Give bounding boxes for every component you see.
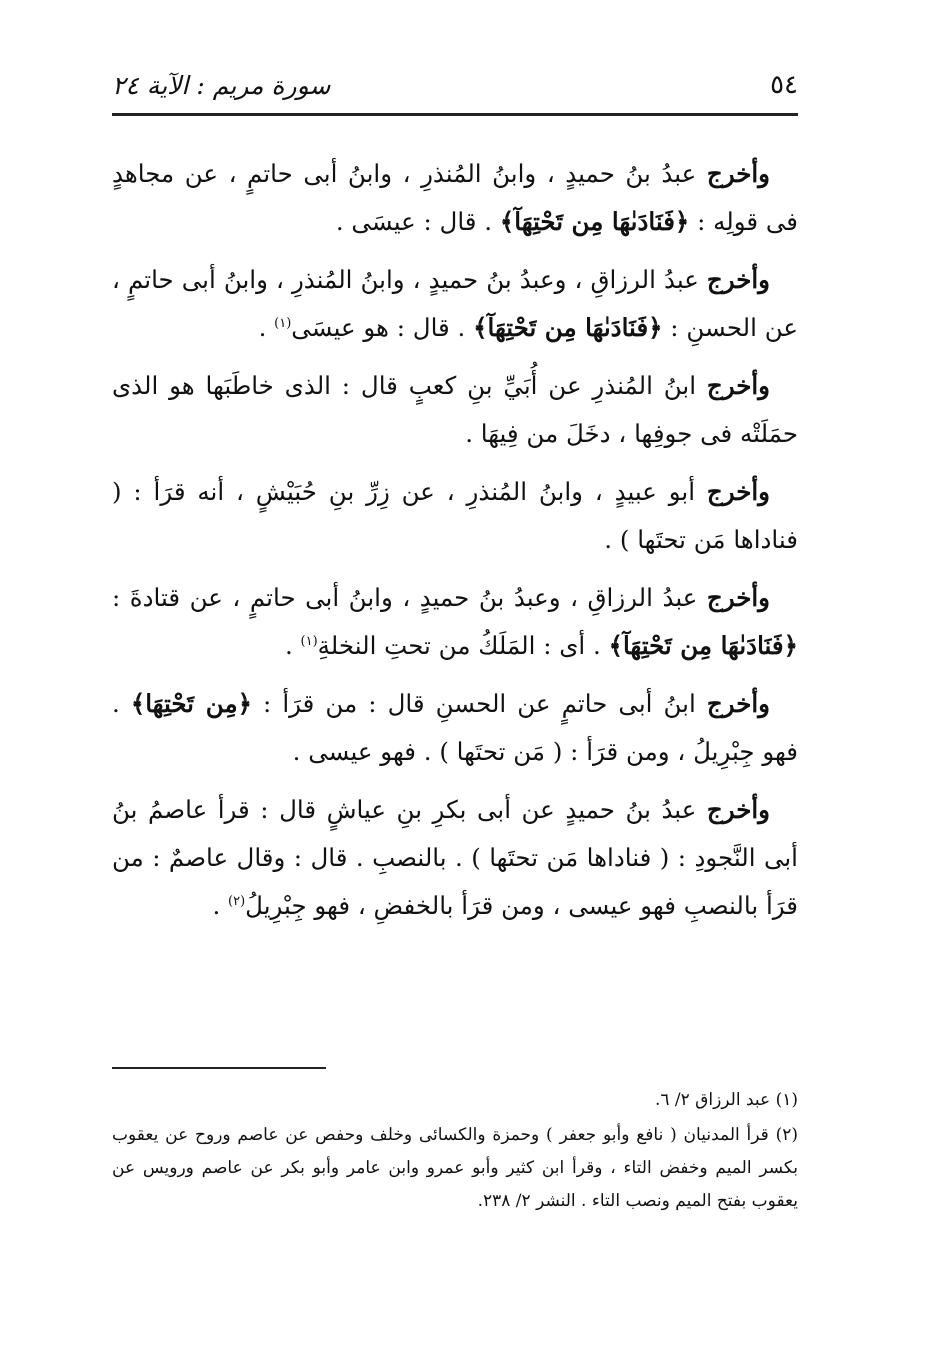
running-header [112,62,798,108]
paragraph-text: . فهو جِبْرِيلُ ، ومن قرَأ : ( مَن تحتَها ) . فهو عيسى . [112,689,798,766]
footnote-ref: (٢) [228,893,246,909]
paragraph-text: . قال : عيسَى . [335,207,500,236]
footnotes [112,1084,798,1220]
paragraph [112,680,798,776]
paragraph: وأخرج عبدُ بنُ حميدٍ عن أبى بكرِ بنِ عياشٍ قال : قرأ عاصمُ بنُ أبى النَّجودِ : ( فناداها مَن تحتَها ) . بالنصبِ . قال : وقال عاصمٌ : من قرَأ بالنصبِ فهو عيسى ، ومن قرَأ بالخفضِ ، فهو جِبْرِيلُ$^{(٢)}$ . [112,795,798,920]
paragraph-text: عبدُ الرزاقِ ، وعبدُ بنُ حميدٍ ، وابنُ المُنذرِ ، وابنُ أبى حاتمٍ ، عن الحسنِ : [112,265,798,342]
footnote-ref: (١) [300,633,318,649]
paragraph-text: عبدُ بنُ حميدٍ عن أبى بكرِ بنِ عياشٍ قال : قرأ عاصمُ بنُ أبى النَّجودِ : ( فناداها مَن تحتَها ) . بالنصبِ . قال : وقال عاصمٌ : من قرَأ بالنصبِ فهو عيسى ، ومن قرَأ بالخفضِ ، فهو جِبْرِيلُ [112,795,798,920]
paragraph-lead: وأخرج [706,689,770,718]
quran-quote: ﴿فَنَادَىٰهَا مِن تَحْتِهَآ﴾ [473,313,663,342]
paragraph-text: . أى : المَلَكُ من تحتِ النخلةِ [317,631,609,660]
quran-quote: ﴿فَنَادَىٰهَا مِن تَحْتِهَآ﴾ [608,631,798,660]
quran-quote: ﴿فَنَادَىٰهَا مِن تَحْتِهَآ﴾ [499,207,690,236]
footnote-rule [112,1067,326,1069]
paragraph-text: أبو عبيدٍ ، وابنُ المُنذرِ ، عن زِرِّ بنِ حُبَيْشٍ ، أنه قرَأ : ( فناداها مَن تحتَها ) . [112,477,798,554]
quran-quote: ﴿مِن تَحْتِهَا﴾ [130,689,252,718]
paragraph: وأخرج عبدُ الرزاقِ ، وعبدُ بنُ حميدٍ ، وابنُ المُنذرِ ، وابنُ أبى حاتمٍ ، عن الحسنِ : ﴿فَنَادَىٰهَا مِن تَحْتِهَآ﴾ . قال : هو عيسَى$^{(١)}$ . [112,265,798,342]
paragraph-text: ابنُ المُنذرِ عن أُبَيِّ بنِ كعبٍ قال : الذى خاطَبَها هو الذى حمَلَتْه فى جوفِها ، دخَلَ من فِيهَا . [112,371,798,448]
header-rule [112,113,798,116]
page-number: ٥٤ [770,70,798,100]
paragraph [112,468,798,564]
footnote-ref: (١) [274,315,292,331]
paragraph [112,362,798,458]
paragraph-text: عبدُ بنُ حميدٍ ، وابنُ المُنذرِ ، وابنُ أبى حاتمٍ ، عن مجاهدٍ فى قولِه : [112,159,798,236]
surah-title: سورة مريم : الآية ٢٤ [112,70,331,100]
book-page [112,0,798,1345]
paragraph-lead: وأخرج [706,583,770,612]
paragraph-lead: وأخرج [706,795,770,824]
paragraph-lead: وأخرج [706,265,770,294]
paragraph [112,150,798,246]
footnote: (٢) قرأ المدنيان ( نافع وأبو جعفر ) وحمزة والكسائى وخلف وحفص عن عاصم وروح عن يعقوب بكسر الميم وخفض التاء ، وقرأ ابن كثير وأبو عمرو وابن عامر وأبو بكر عن عاصم ورويس عن يعقوب بفتح الميم ونصب التاء . النشر ٢/ ٢٣٨. [112,1125,798,1211]
paragraph-lead: وأخرج [706,159,770,188]
paragraph-lead: وأخرج [706,371,770,400]
paragraph: وأخرج عبدُ الرزاقِ ، وعبدُ بنُ حميدٍ ، وابنُ أبى حاتمٍ ، عن قتادةَ : ﴿فَنَادَىٰهَا مِن تَحْتِهَآ﴾ . أى : المَلَكُ من تحتِ النخلةِ$^{(١)}$ . [112,583,798,660]
paragraph-text: عبدُ الرزاقِ ، وعبدُ بنُ حميدٍ ، وابنُ أبى حاتمٍ ، عن قتادةَ : [112,583,707,612]
paragraph-lead: وأخرج [706,477,770,506]
paragraph-text: . قال : هو عيسَى [291,313,474,342]
main-text [112,150,798,940]
footnote: (١) عبد الرزاق ٢/ ٦. [654,1090,798,1110]
paragraph-text: ابنُ أبى حاتمٍ عن الحسنِ قال : من قرَأ : [251,689,707,718]
